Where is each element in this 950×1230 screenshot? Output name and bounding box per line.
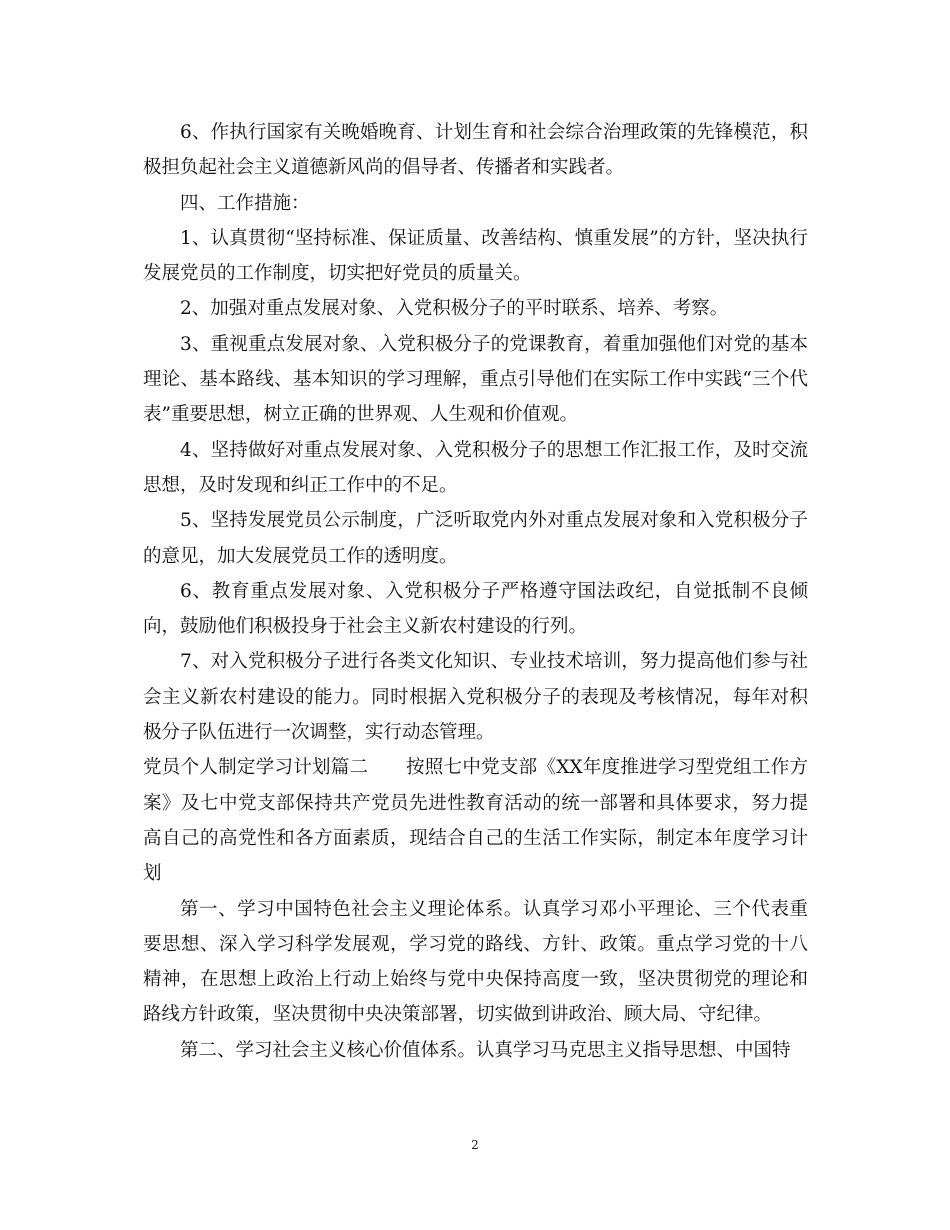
page-number: 2 <box>471 1138 479 1152</box>
heading-work-measures: 四、工作措施： <box>180 192 310 214</box>
measure-item-3: 3、重视重点发展对象、入党积极分子的党课教育，着重加强他们对党的基本理论、基本路线、基本知识的学习理解，重点引导他们在实际工作中实践“三个代表”重要思想，树立正确的世界观、人生观和价值观。 <box>143 333 808 426</box>
study-item-first: 第一、学习中国特色社会主义理论体系。认真学习邓小平理论、三个代表重要思想、深入学习科学发展观，学习党的路线、方针、政策。重点学习党的十八精神，在思想上政治上行动上始终与党中央保持高度一致，坚决贯彻党的理论和路线方针政策，坚决贯彻中央决策部署，切实做到讲政治、顾大局、守纪律。 <box>143 898 808 1026</box>
measure-item-6: 6、教育重点发展对象、入党积极分子严格遵守国法政纪，自觉抵制不良倾向，鼓励他们积极投身于社会主义新农村建设的行列。 <box>143 580 808 638</box>
measure-item-1: 1、认真贯彻“坚持标准、保证质量、改善结构、慎重发展”的方针，坚决执行发展党员的工作制度，切实把好党员的质量关。 <box>143 227 808 285</box>
measure-item-7: 7、对入党积极分子进行各类文化知识、专业技术培训，努力提高他们参与社会主义新农村建设的能力。同时根据入党积极分子的表现及考核情况，每年对积极分子队伍进行一次调整，实行动态管理。 <box>143 651 808 744</box>
paragraph-policy-model: 6、作执行国家有关晚婚晚育、计划生育和社会综合治理政策的先锋模范，积极担负起社会主义道德新风尚的倡导者、传播者和实践者。 <box>143 122 808 179</box>
measure-item-4: 4、坚持做好对重点发展对象、入党积极分子的思想工作汇报工作，及时交流思想，及时发现和纠正工作中的不足。 <box>143 439 808 496</box>
document-body <box>143 115 808 1068</box>
section-study-plan-part-two: 党员个人制定学习计划篇二 按照七中党支部《XX年度推进学习型党组工作方案》及七中党支部保持共产党员先进性教育活动的统一部署和具体要求，努力提高自己的高党性和各方面素质，现结合自己的生活工作实际，制定本年度学习计划 <box>143 757 808 885</box>
measure-item-5: 5、坚持发展党员公示制度，广泛听取党内外对重点发展对象和入党积极分子的意见，加大发展党员工作的透明度。 <box>143 510 808 567</box>
measure-item-2: 2、加强对重点发展对象、入党积极分子的平时联系、培养、考察。 <box>180 298 729 320</box>
study-item-second: 第二、学习社会主义核心价值体系。认真学习马克思主义指导思想、中国特 <box>180 1039 791 1061</box>
